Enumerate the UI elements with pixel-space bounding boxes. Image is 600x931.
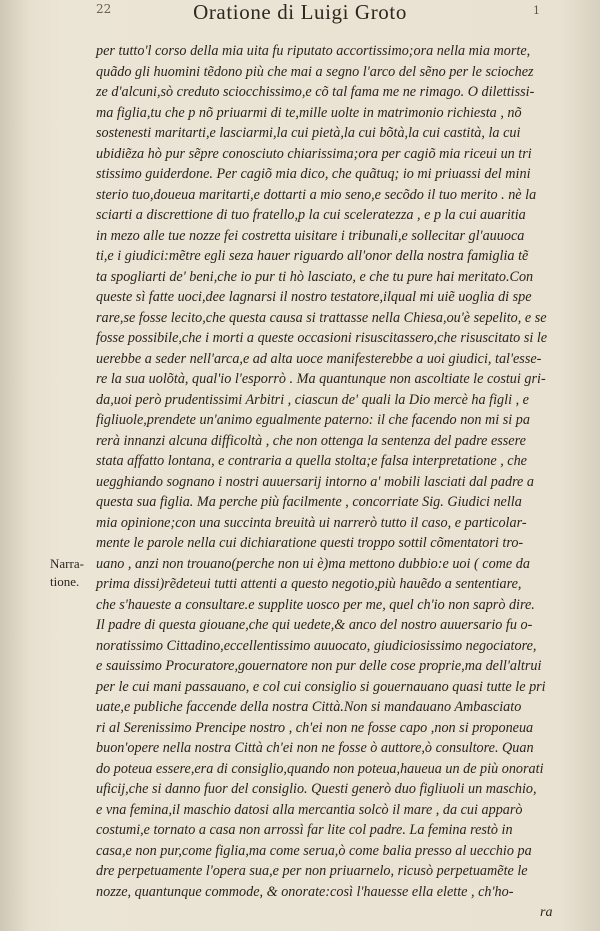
text-line: mia opinione;con una succinta breuità ui narrerò tutto il caso, e particolar- <box>96 514 527 531</box>
text-line: prima dissi)rẽdeteui tutti attenti a questo negotio,più hauẽdo a sententiare, <box>96 576 522 592</box>
text-line: uate,e publiche faccende della nostra Città.Non si mandauano Ambasciato <box>96 699 522 715</box>
running-header: Oratione di Luigi Groto <box>193 0 407 24</box>
text-line: dre perpetuamente l'opera sua,e per non priuarnelo, ricusò perpetuamẽte le <box>96 863 528 879</box>
text-line: costumi,e tornato a casa non arrossì far lite col padre. La femina restò in <box>96 822 513 838</box>
text-line: figliuole,prendete un'animo egualmente paterno: il che facendo non mi si pa <box>96 412 530 428</box>
text-line: quãdo gli huomini tẽdono più che mai a segno l'arco del sẽno per le sciochez <box>96 63 534 80</box>
text-line: sterio tuo,doueua maritarti,e dottarti a mio seno,e secõdo il tuo merito . nè la <box>96 186 537 203</box>
text-line: queste sì fatte uoci,dee lagnarsi il nostro testatore,ilqual mi uiẽ uoglia di spe <box>96 289 532 305</box>
text-line: da,uoi però prudentissimi Arbitri , ciascun de' quali la Dio mercè ha figli , e <box>96 391 529 408</box>
margin-note-line: tione. <box>50 574 80 589</box>
text-line: ma figlia,tu che p nõ priuarmi di te,mille uolte in matrimonio richiesta , nõ <box>96 104 522 121</box>
text-line: casa,e non pur,come figlia,ma come serua,ò come balia presso al uecchio pa <box>96 842 532 859</box>
body-text <box>96 41 584 902</box>
text-line: sciarti a discrettione di tuo fratello,p la cui sceleratezza , e p la cui auaritia <box>96 207 526 223</box>
text-line: uano , anzi non trouano(perche non ui è)ma mettono dubbio:e uoi ( come da <box>96 555 530 572</box>
text-line: uegghiando sognano i nostri auuersarij intorno a' mobili lasciati dal padre a <box>96 473 534 490</box>
text-line: e vna femina,il maschio datosi alla mercantia solcò il mare , da cui apparò <box>96 801 523 818</box>
text-line: in mezo alle tue nozze fei costretta uisitare i tribunali,e sollecitar gl'auuoca <box>96 227 525 244</box>
text-line: fosse possibile,che i morti a queste occasioni risuscitassero,che risuscitato si le <box>96 330 548 346</box>
text-line: ubidiẽza hò pur sẽpre conosciuto chiarissima;ora per cagiõ mia riceui un tri <box>96 145 532 162</box>
text-line: stissimo guiderdone. Per cagiõ mia dico, che quãtuq; io mi priuassi del mini <box>96 166 531 182</box>
text-line: ze d'alcuni,sò creduto sciocchissimo,e cõ tal fama me ne rimago. O dilettissi- <box>96 84 535 100</box>
text-line: questa sua figlia. Ma perche più facilmente , concorriate Sig. Giudici nella <box>96 494 522 510</box>
text-line: Il padre di questa giouane,che qui uedete,& anco del nostro auuersario fu o- <box>96 617 533 633</box>
text-line: re la sua uolõtà, qual'io l'esporrò . Ma quantunque non ascoltiate le costui gri- <box>96 371 546 387</box>
text-line: nozze, quantunque commode, & onorate:così l'hauesse ella elette , ch'ho- <box>96 883 514 900</box>
margin-note <box>50 555 84 591</box>
text-line: ti,e i giudici:mẽtre egli seza hauer riguardo all'onor della nostra famiglia tẽ <box>96 248 529 264</box>
text-line: e sauissimo Procuratore,gouernatore non pur delle cose proprie,ma dell'altrui <box>96 658 542 674</box>
text-line: noratissimo Cittadino,eccellentissimo auuocato, giudiciosissimo negociatore, <box>96 637 537 654</box>
text-line: do poteua essere,era di consiglio,quando non poteua,haueua un de più onorati <box>96 760 544 777</box>
text-line: stata affatto lontana, e contraria a quella stolta;e falsa interpretatione , che <box>96 453 527 469</box>
text-line: per le cui mani passauano, e col cui consiglio si gouernauano quasi tutte le pri <box>96 678 546 695</box>
margin-note-line: Narra- <box>50 556 84 571</box>
text-line: rerà innanzi alcuna difficoltà , che non ottenga la sentenza del padre essere <box>96 432 526 449</box>
text-line: rare,se fosse lecito,che questa causa si trattasse nella Chiesa,ou'è sepelito, e se <box>96 309 547 326</box>
text-line: per tutto'l corso della mia uita fu riputato accortissimo;ora nella mia morte, <box>96 43 531 59</box>
text-line: uerebbe a seder nell'arca,e ad alta uoce manifesterebbe a uoi giudici, tal'esse- <box>96 350 542 367</box>
text-line: sostenesti maritarti,e lasciarmi,la cui pietà,la cui bõtà,la cui castità, la cui <box>96 125 521 141</box>
text-line: ri al Serenissimo Prencipe nostro , ch'ei non ne fosse capo ,non si proponeua <box>96 719 534 736</box>
text-line: che s'haueste a consultare.e supplite uosco per me, quel ch'io non saprò dire. <box>96 596 535 613</box>
text-line: buon'opere nella nostra Città ch'ei non ne fosse ò auttore,ò consultore. Quan <box>96 740 534 756</box>
text-line: ta spogliarti de' beni,che io pur ti hò lasciato, e che tu pure hai meritato.Con <box>96 268 534 285</box>
folio-mark: 22 <box>96 2 112 16</box>
corner-mark: 1 <box>533 4 540 17</box>
text-line: uficij,che si danno fuor del consiglio. Questi generò duo figliuoli un maschio, <box>96 781 537 797</box>
text-line: mente le parole nella cui dichiaratione questi troppo sottil cõmentatori tro- <box>96 535 524 551</box>
catchword: ra <box>540 905 553 920</box>
